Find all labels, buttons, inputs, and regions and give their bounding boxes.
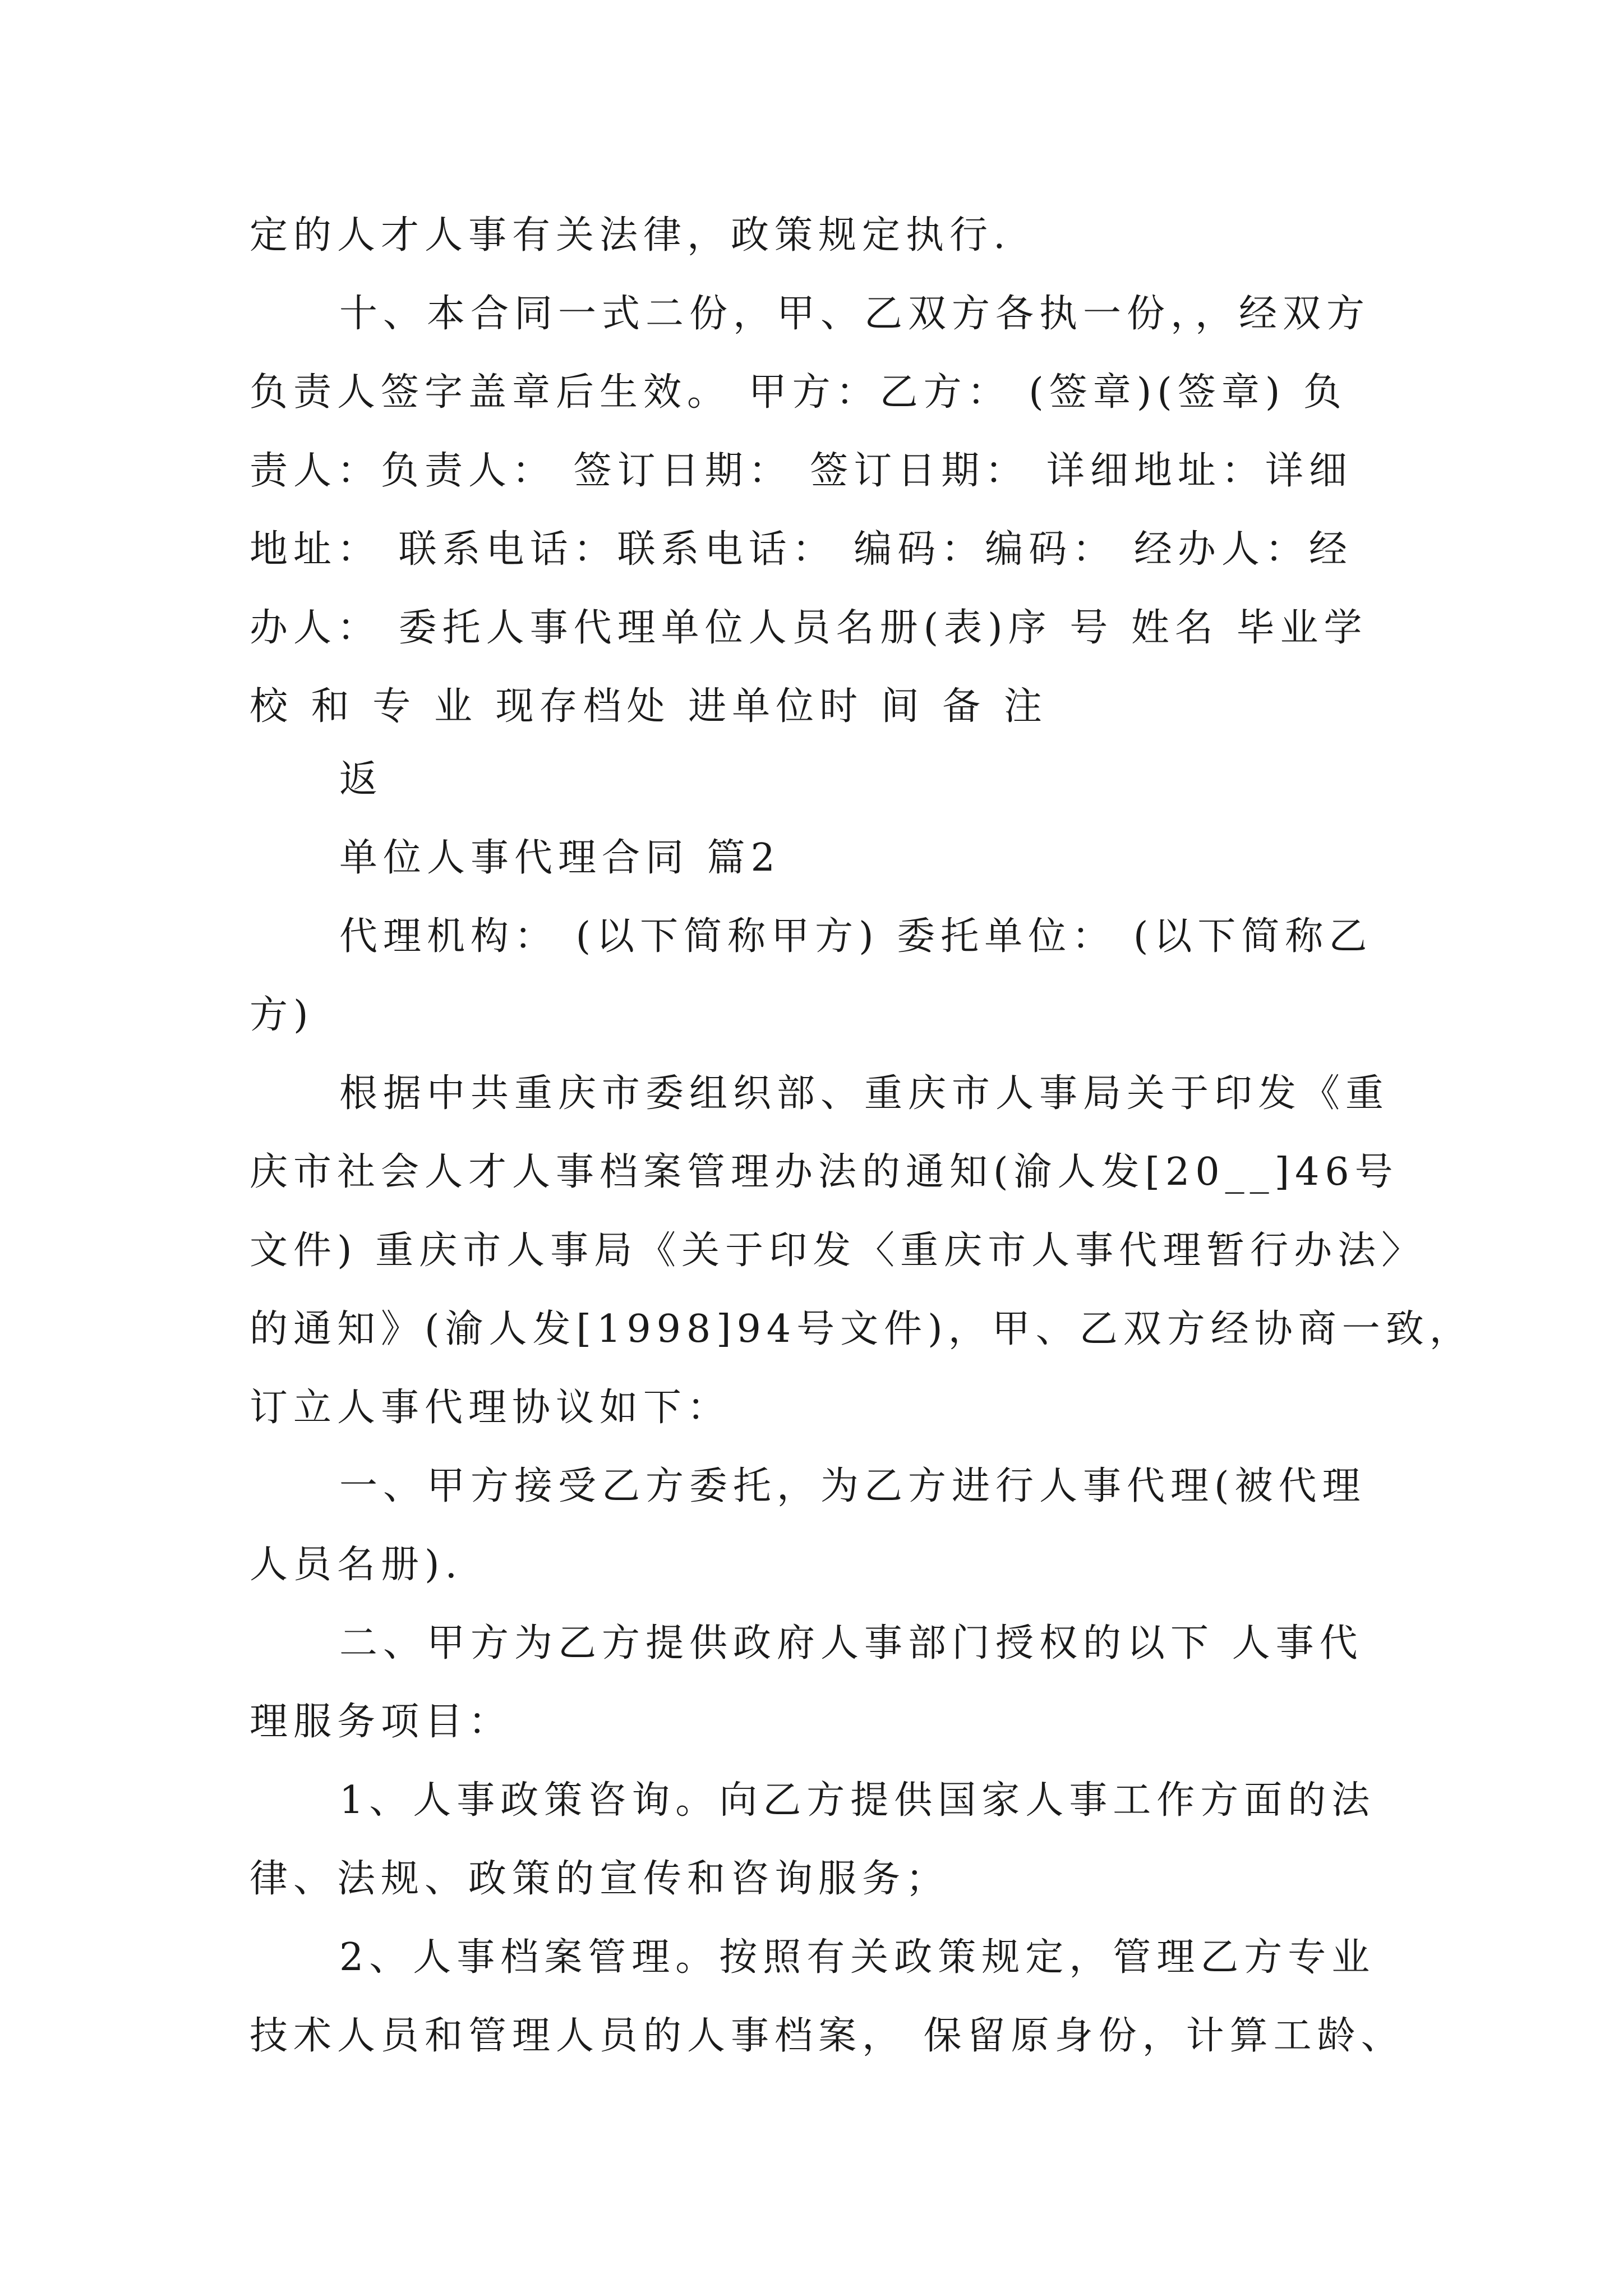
text-line-21: 1、人事政策咨询。向乙方提供国家人事工作方面的法 — [339, 1778, 1376, 1823]
text-line-2: 十、本合同一式二份，甲、乙双方各执一份，，经双方 — [339, 292, 1371, 336]
section-heading: 单位人事代理合同 篇2 — [339, 836, 781, 880]
text-line-19: 二、甲方为乙方提供政府人事部门授权的以下 人事代 — [339, 1621, 1363, 1665]
text-line-17: 一、甲方接受乙方委托，为乙方进行人事代理(被代理 — [339, 1464, 1366, 1508]
text-line-6: 办人： 委托人事代理单位人员名册(表)序 号 姓名 毕业学 — [250, 606, 1368, 650]
text-line-18: 人员名册). — [250, 1543, 463, 1587]
text-line-14: 文件) 重庆市人事局《关于印发〈重庆市人事代理暂行办法〉 — [250, 1228, 1426, 1273]
text-line-23: 2、人事档案管理。按照有关政策规定，管理乙方专业 — [339, 1935, 1376, 1980]
text-line-22: 律、法规、政策的宣传和咨询服务； — [250, 1857, 950, 1901]
text-line-15: 的通知》(渝人发[1998]94号文件)，甲、乙双方经协商一致， — [250, 1307, 1473, 1351]
text-line-7: 校 和 专 业 现存档处 进单位时 间 备 注 — [250, 684, 1048, 729]
text-line-24: 技术人员和管理人员的人事档案， 保留原身份，计算工龄、 — [250, 2014, 1405, 2058]
text-line-1: 定的人才人事有关法律，政策规定执行. — [250, 213, 1011, 257]
text-line-20: 理服务项目： — [250, 1700, 513, 1744]
text-line-3: 负责人签字盖章后生效。 甲方：乙方： (签章)(签章) 负 — [250, 370, 1347, 415]
text-line-16: 订立人事代理协议如下： — [250, 1386, 731, 1430]
text-line-10: 代理机构： (以下简称甲方) 委托单位： (以下简称乙 — [339, 914, 1373, 959]
text-line-5: 地址： 联系电话：联系电话： 编码：编码： 经办人：经 — [250, 527, 1353, 572]
text-line-12: 根据中共重庆市委组织部、重庆市人事局关于印发《重 — [339, 1071, 1390, 1116]
text-line-4: 责人：负责人： 签订日期： 签订日期： 详细地址：详细 — [250, 449, 1353, 493]
text-line-13: 庆市社会人才人事档案管理办法的通知(渝人发[20__]46号 — [250, 1150, 1399, 1194]
text-line-8: 返 — [339, 757, 384, 802]
text-line-11: 方) — [250, 993, 314, 1037]
